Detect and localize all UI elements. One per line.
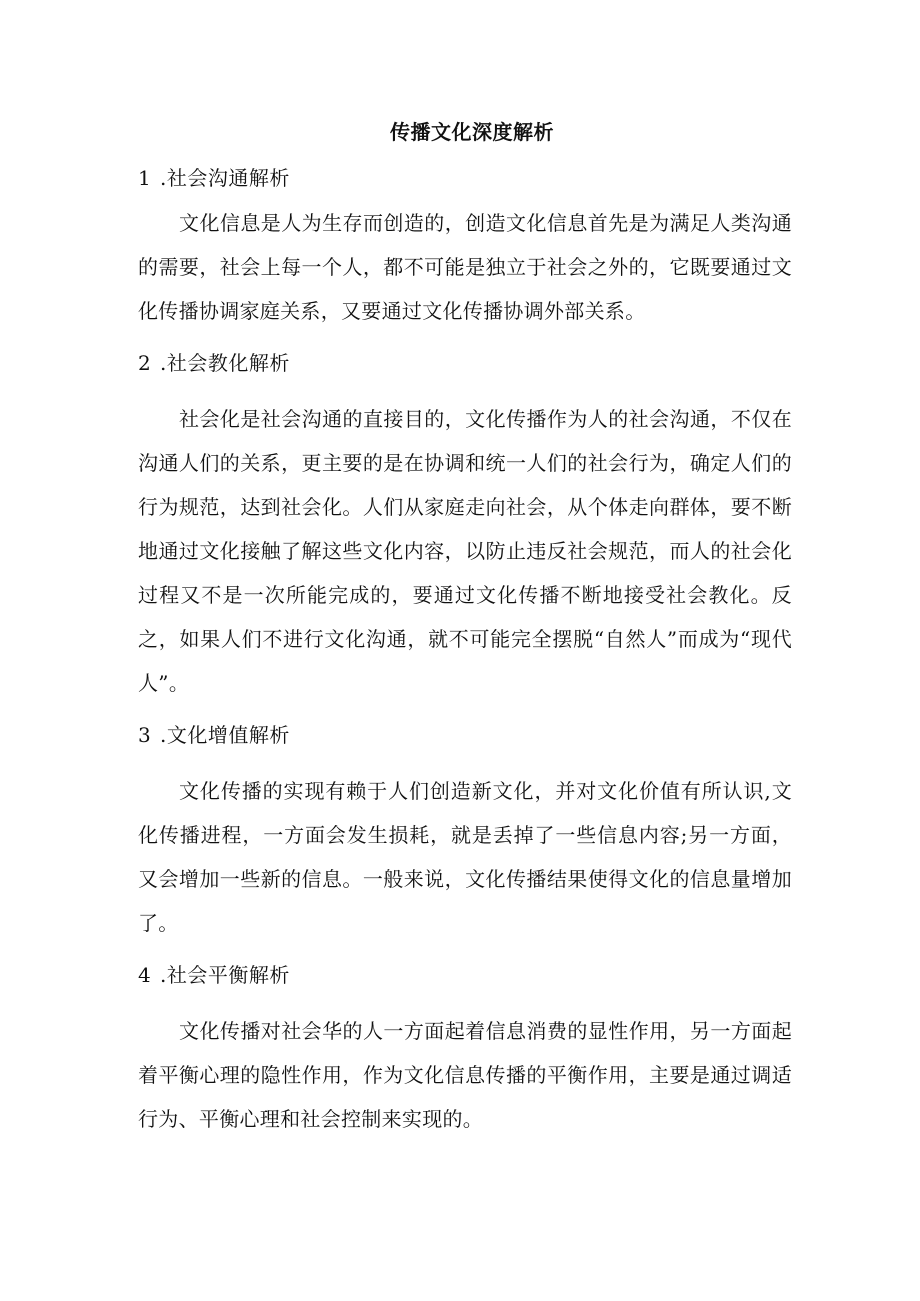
section-heading <box>138 349 792 377</box>
section-paragraph: 社会化是社会沟通的直接目的，文化传播作为人的社会沟通，不仅在沟通人们的关系，更主要的是在协调和统一人们的社会行为，确定人们的行为规范，达到社会化。人们从家庭走向社会，从个体走向群体，要不断地通过文化接触了解这些文化内容，以防止违反社会规范，而人的社会化过程又不是一次所能完成的，要通过文化传播不断地接受社会教化。反之，如果人们不进行文化沟通，就不可能完全摆脱“自然人”而成为“现代人”。 <box>138 407 792 695</box>
document-title: 传播文化深度解析 <box>390 120 554 144</box>
section-heading <box>138 721 792 749</box>
section-heading-text: .社会平衡解析 <box>160 963 290 987</box>
section-heading-text: .社会沟通解析 <box>160 166 290 190</box>
section-paragraph: 文化传播的实现有赖于人们创造新文化，并对文化价值有所认识,文化传播进程，一方面会发生损耗，就是丢掉了一些信息内容;另一方面，又会增加一些新的信息。一般来说，文化传播结果使得文化的信息量增加了。 <box>138 779 792 935</box>
section-social-communication <box>138 164 792 333</box>
section-paragraph: 文化传播对社会华的人一方面起着信息消费的显性作用，另一方面起着平衡心理的隐性作用，作为文化信息传播的平衡作用，主要是通过调适行为、平衡心理和社会控制来实现的。 <box>138 1019 792 1131</box>
section-number: 3 <box>138 723 152 747</box>
section-number: 2 <box>138 351 152 375</box>
section-paragraph: 文化信息是人为生存而创造的，创造文化信息首先是为满足人类沟通的需要，社会上每一个人，都不可能是独立于社会之外的，它既要通过文化传播协调家庭关系，又要通过文化传播协调外部关系。 <box>138 211 792 323</box>
section-number: 1 <box>138 166 152 190</box>
section-social-balance <box>138 961 792 1141</box>
section-heading-text: .文化增值解析 <box>160 723 290 747</box>
section-number: 4 <box>138 963 152 987</box>
section-heading <box>138 961 792 989</box>
section-social-education <box>138 349 792 705</box>
section-heading-text: .社会教化解析 <box>160 351 290 375</box>
section-culture-value-added <box>138 721 792 945</box>
section-heading <box>138 164 792 192</box>
